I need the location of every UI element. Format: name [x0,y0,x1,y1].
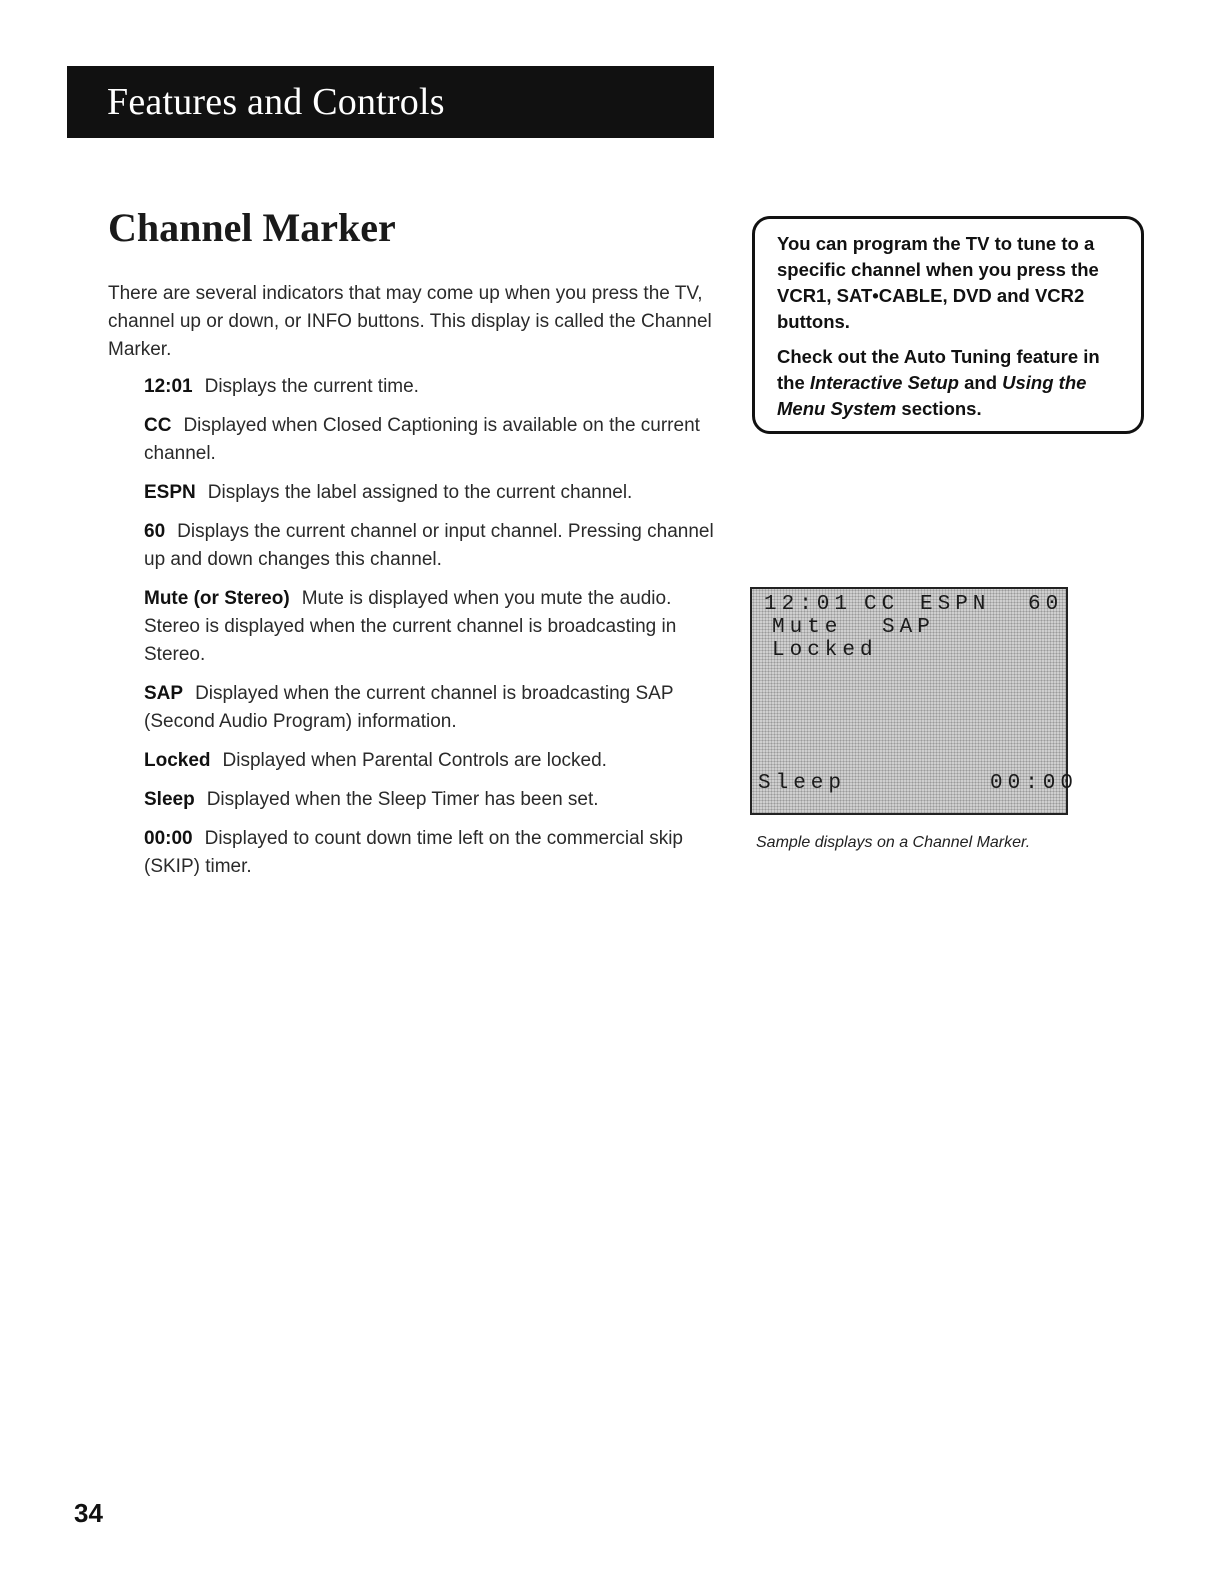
definition-item [144,680,714,736]
definition-item [144,518,714,574]
definition-item [144,479,714,507]
definition-term: Sleep [144,789,195,810]
screen-time: 12:01 [764,593,853,616]
definition-text: Displays the current channel or input channel. Pressing channel up and down changes this channel. [144,521,714,570]
tip-reference-interactive-setup: Interactive Setup [809,372,959,393]
definition-text: Displays the current time. [204,376,419,397]
definition-item [144,825,714,881]
intro-paragraph: There are several indicators that may come up when you press the TV, channel up or down, or INFO buttons. This display is called the Channel Marker. [108,283,712,360]
tip-reference-menu-system: Using the Menu System [777,372,1087,419]
screen-timer: 00:00 [990,772,1079,795]
definition-text: Mute is displayed when you mute the audio. Stereo is displayed when the current channel is broadcasting in Stereo. [144,588,677,665]
tip-paragraph: You can program the TV to tune to a specific channel when you press the VCR1, SAT•CABLE, DVD and VCR2 buttons. [777,233,1099,332]
tip-box [752,216,1144,434]
definition-item [144,412,714,468]
definition-term: Mute (or Stereo) [144,588,290,609]
page-title: Channel Marker [108,205,396,250]
definition-text: Displayed to count down time left on the commercial skip (SKIP) timer. [144,828,683,877]
definition-term: SAP [144,683,184,704]
figure-caption: Sample displays on a Channel Marker. [756,834,1031,851]
screen-label: ESPN [920,593,991,616]
channel-marker-screen [750,587,1079,815]
definition-term: 60 [144,521,166,542]
definition-term: 00:00 [144,828,193,849]
definition-text: Displayed when Closed Captioning is available on the current channel. [144,415,700,464]
definition-term: ESPN [144,482,196,503]
screen-sleep: Sleep [758,772,847,795]
screen-mute: Mute [772,616,843,639]
screen-sap: SAP [882,616,935,639]
definition-item [144,585,714,669]
definition-list [144,373,714,892]
definition-text: Displayed when Parental Controls are locked. [222,750,607,771]
screen-locked: Locked [772,639,878,662]
definition-term: Locked [144,750,211,771]
definition-text: Displayed when the Sleep Timer has been set. [206,789,599,810]
screen-channel: 60 [1028,593,1064,616]
tip-paragraph [777,344,1127,422]
tip-text: and [964,372,997,393]
definition-term: CC [144,415,172,436]
definition-term: 12:01 [144,376,193,397]
screen-cc: CC [864,593,900,616]
page-number: 34 [74,1498,103,1528]
definition-text: Displays the label assigned to the current channel. [207,482,633,503]
definition-item [144,747,714,775]
tip-text: Check out the Auto Tuning feature in the [777,346,1100,393]
definition-item [144,373,714,401]
section-banner [67,66,714,138]
tip-text: sections. [901,398,982,419]
definition-item [144,786,714,814]
section-title: Features and Controls [107,81,445,123]
definition-text: Displayed when the current channel is broadcasting SAP (Second Audio Program) information. [144,683,674,732]
